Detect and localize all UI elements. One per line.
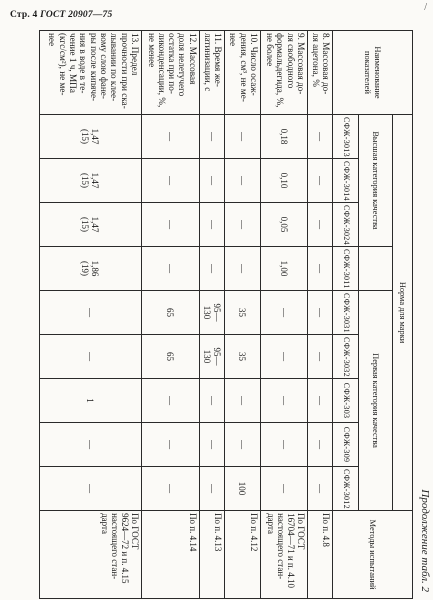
page-header bbox=[10, 10, 112, 20]
norm-value-cell bbox=[260, 467, 307, 511]
norm-value-text: 95— bbox=[211, 303, 222, 322]
test-method-line: 9624—72 и п. 4.15 bbox=[119, 513, 130, 584]
norm-value-text: — bbox=[237, 220, 248, 229]
indicator-name-line: не менее bbox=[146, 33, 157, 68]
norm-value-cell bbox=[307, 291, 332, 335]
header-norm: Норма для марки bbox=[393, 115, 413, 511]
norm-value-text: — bbox=[315, 264, 325, 273]
norm-value-text: — bbox=[206, 220, 217, 229]
norm-value-text: — bbox=[165, 484, 176, 494]
indicator-name-cell bbox=[40, 31, 142, 115]
norm-value-text: — bbox=[165, 220, 176, 229]
norm-value-cell bbox=[199, 423, 224, 467]
norm-value-cell bbox=[199, 335, 224, 379]
norm-value-text: 1 bbox=[85, 398, 96, 403]
norm-value-cell bbox=[141, 467, 199, 511]
header-group-highest: Высшая категория качества bbox=[359, 115, 393, 247]
indicator-name-line: (кгс/см²), не ме- bbox=[57, 33, 68, 96]
norm-value-text: (15) bbox=[80, 217, 91, 232]
norm-value-cell bbox=[199, 203, 224, 247]
norm-value-cell bbox=[224, 247, 260, 291]
norm-value-text: — bbox=[237, 264, 248, 273]
table-continuation-label: Продолжение табл. 2 bbox=[419, 489, 431, 592]
norm-value-text: — bbox=[165, 440, 176, 449]
indicator-name-cell bbox=[260, 31, 307, 115]
table-row bbox=[224, 31, 260, 599]
indicator-name-line: ры после кипяче- bbox=[88, 33, 99, 102]
norm-value-cell bbox=[141, 247, 199, 291]
indicator-name-line: чение 1 ч, МПа bbox=[68, 33, 79, 93]
norm-value-cell bbox=[224, 291, 260, 335]
test-method-cell bbox=[307, 511, 332, 599]
indicator-name-line: 8. Массовая до- bbox=[321, 33, 331, 95]
norm-value-cell bbox=[307, 467, 332, 511]
norm-value-text: 1,47 bbox=[90, 172, 101, 189]
test-method-cell bbox=[40, 511, 142, 599]
norm-value-cell bbox=[307, 247, 332, 291]
norm-value-text: — bbox=[206, 176, 217, 185]
header-group-first: Первая категория качества bbox=[359, 291, 393, 511]
indicator-name-line: ликонденсации, %, bbox=[156, 33, 167, 108]
indicator-name-line: 11. Время же- bbox=[212, 33, 223, 87]
norm-value-cell bbox=[260, 379, 307, 423]
indicator-name-line: 12. Массовая bbox=[187, 33, 198, 85]
norm-value-cell bbox=[307, 335, 332, 379]
specification-table bbox=[39, 30, 413, 599]
header-group-spacer bbox=[359, 247, 393, 291]
norm-value-text: (15) bbox=[80, 129, 91, 144]
norm-value-cell bbox=[224, 159, 260, 203]
norm-value-text: — bbox=[315, 484, 325, 494]
indicator-name-line: нее bbox=[228, 33, 239, 47]
norm-value-cell bbox=[260, 159, 307, 203]
norm-value-cell bbox=[141, 115, 199, 159]
norm-value-cell bbox=[199, 467, 224, 511]
norm-value-cell bbox=[224, 203, 260, 247]
indicator-name-line: остатка при по- bbox=[167, 33, 178, 94]
norm-value-text: — bbox=[206, 484, 217, 494]
test-method-cell bbox=[224, 511, 260, 599]
norm-value-cell bbox=[40, 159, 142, 203]
norm-value-text: — bbox=[278, 396, 289, 405]
indicator-name-line: вому слою фане- bbox=[98, 33, 109, 99]
norm-value-cell bbox=[224, 335, 260, 379]
norm-value-text: — bbox=[206, 132, 217, 141]
test-method-line: По ГОСТ bbox=[129, 513, 140, 550]
page-number: Стр. 4 bbox=[10, 10, 38, 20]
norm-value-cell bbox=[260, 335, 307, 379]
mark-header: СФЖ-3011 bbox=[333, 247, 359, 291]
norm-value-cell bbox=[40, 423, 142, 467]
norm-value-text: — bbox=[237, 440, 248, 449]
norm-value-cell bbox=[141, 159, 199, 203]
norm-value-text: — bbox=[165, 264, 176, 273]
indicator-name-line: 9. Массовая до- bbox=[295, 33, 306, 95]
norm-value-text: — bbox=[315, 220, 325, 229]
norm-value-cell bbox=[199, 115, 224, 159]
norm-value-text: — bbox=[278, 308, 289, 317]
norm-value-text: 35 bbox=[237, 352, 248, 361]
norm-value-cell bbox=[307, 203, 332, 247]
mark-header: СФЖ-3024 bbox=[333, 203, 359, 247]
norm-value-cell bbox=[40, 247, 142, 291]
test-method-line: По п. 4.8 bbox=[321, 513, 331, 547]
mark-header: СФЖ-3013 bbox=[333, 115, 359, 159]
indicator-name-line: латинизации, с bbox=[202, 33, 213, 92]
norm-value-text: 95— bbox=[211, 347, 222, 366]
indicator-name-line: ля ацетона, % bbox=[310, 33, 321, 87]
norm-value-text: (19) bbox=[80, 261, 91, 276]
norm-value-text: — bbox=[237, 176, 248, 185]
indicator-name-cell bbox=[224, 31, 260, 115]
indicator-name-line: нее bbox=[47, 33, 58, 47]
norm-value-cell bbox=[307, 115, 332, 159]
norm-value-cell bbox=[199, 379, 224, 423]
test-method-line: настоящего стан- bbox=[275, 513, 286, 580]
norm-value-text: 65 bbox=[165, 308, 176, 317]
norm-value-text: — bbox=[165, 132, 176, 141]
norm-value-cell bbox=[224, 115, 260, 159]
norm-value-text: 65 bbox=[165, 352, 176, 361]
indicator-name-line: доля нелетучего bbox=[177, 33, 188, 97]
indicator-name-line: лывании по клее- bbox=[109, 33, 120, 102]
mark-header: СФЖ-3032 bbox=[333, 335, 359, 379]
norm-value-text: 0,10 bbox=[278, 172, 289, 189]
indicator-name-line: ля свободного bbox=[285, 33, 296, 89]
norm-value-text: 1,47 bbox=[90, 128, 101, 145]
norm-value-cell bbox=[40, 467, 142, 511]
norm-value-text: — bbox=[315, 176, 325, 185]
norm-value-cell bbox=[40, 379, 142, 423]
indicator-name-cell bbox=[307, 31, 332, 115]
norm-value-text: 130 bbox=[201, 305, 212, 320]
rotated-table-region bbox=[35, 30, 433, 598]
test-method-line: дарта bbox=[99, 513, 110, 535]
norm-value-text: — bbox=[315, 132, 325, 141]
norm-value-cell bbox=[199, 159, 224, 203]
mark-header: СФЖ-309 bbox=[333, 423, 359, 467]
norm-value-cell bbox=[307, 423, 332, 467]
indicator-name-line: формальдегида, %, bbox=[275, 33, 286, 108]
norm-value-cell bbox=[260, 203, 307, 247]
norm-value-text: 1,47 bbox=[90, 216, 101, 233]
gost-number: ГОСТ 20907—75 bbox=[40, 10, 113, 20]
test-method-cell bbox=[199, 511, 224, 599]
norm-value-cell bbox=[260, 115, 307, 159]
norm-value-text: — bbox=[315, 308, 325, 317]
table-body bbox=[40, 31, 333, 599]
indicator-name-line: ния в воде в те- bbox=[78, 33, 89, 94]
indicator-name-cell bbox=[199, 31, 224, 115]
norm-value-text: 35 bbox=[237, 308, 248, 317]
norm-value-cell bbox=[141, 379, 199, 423]
norm-value-cell bbox=[224, 423, 260, 467]
table-row bbox=[199, 31, 224, 599]
norm-value-cell bbox=[141, 291, 199, 335]
test-method-cell bbox=[260, 511, 307, 599]
norm-value-text: — bbox=[85, 308, 96, 317]
norm-value-text: (15) bbox=[80, 173, 91, 188]
mark-header: СФЖ-303 bbox=[333, 379, 359, 423]
indicator-name-line: прочности при ска- bbox=[119, 33, 130, 109]
test-method-line: По ГОСТ bbox=[295, 513, 306, 550]
norm-value-text: — bbox=[85, 484, 96, 494]
indicator-name-line: не более bbox=[265, 33, 276, 67]
norm-value-cell bbox=[199, 247, 224, 291]
norm-value-text: — bbox=[206, 396, 217, 405]
table-row bbox=[40, 31, 142, 599]
mark-header: СФЖ-3014 bbox=[333, 159, 359, 203]
norm-value-cell bbox=[141, 335, 199, 379]
norm-value-text: 1,00 bbox=[278, 260, 289, 277]
norm-value-cell bbox=[260, 423, 307, 467]
table-row bbox=[260, 31, 307, 599]
norm-value-cell bbox=[141, 423, 199, 467]
table-row bbox=[307, 31, 332, 599]
norm-value-text: 0,18 bbox=[278, 128, 289, 145]
norm-value-cell bbox=[40, 203, 142, 247]
norm-value-text: 0,05 bbox=[278, 216, 289, 233]
norm-value-text: — bbox=[278, 484, 289, 494]
norm-value-cell bbox=[224, 467, 260, 511]
corner-mark: / bbox=[424, 2, 427, 13]
header-indicator-name: Наименование показателей bbox=[333, 31, 413, 115]
test-method-line: По п. 4.14 bbox=[187, 513, 198, 552]
indicator-name-line: 10. Число осаж- bbox=[248, 33, 259, 96]
mark-header: СФЖ-3012 bbox=[333, 467, 359, 511]
norm-value-cell bbox=[260, 247, 307, 291]
test-method-line: По п. 4.13 bbox=[212, 513, 223, 552]
norm-value-text: — bbox=[237, 132, 248, 141]
norm-value-text: — bbox=[237, 396, 248, 405]
norm-value-text: 1,86 bbox=[90, 260, 101, 277]
norm-value-cell bbox=[40, 291, 142, 335]
test-method-line: настоящего стан- bbox=[109, 513, 120, 580]
norm-value-text: — bbox=[278, 352, 289, 361]
test-method-cell bbox=[141, 511, 199, 599]
indicator-name-line: дения, см³, не ме- bbox=[238, 33, 249, 102]
norm-value-text: 100 bbox=[237, 481, 248, 496]
norm-value-text: — bbox=[315, 440, 325, 449]
norm-value-cell bbox=[307, 159, 332, 203]
table-row bbox=[141, 31, 199, 599]
test-method-line: 16704—71 и п. 4.10 bbox=[285, 513, 296, 588]
norm-value-cell bbox=[260, 291, 307, 335]
norm-value-text: — bbox=[206, 264, 217, 273]
test-method-line: По п. 4.12 bbox=[248, 513, 259, 552]
norm-value-text: — bbox=[315, 352, 325, 361]
norm-value-text: — bbox=[165, 176, 176, 185]
test-method-line: дарта bbox=[265, 513, 276, 535]
norm-value-cell bbox=[307, 379, 332, 423]
norm-value-text: — bbox=[206, 440, 217, 449]
norm-value-cell bbox=[40, 115, 142, 159]
norm-value-text: — bbox=[165, 396, 176, 405]
indicator-name-cell bbox=[141, 31, 199, 115]
norm-value-text: — bbox=[315, 396, 325, 405]
norm-value-text: — bbox=[85, 352, 96, 361]
norm-value-cell bbox=[40, 335, 142, 379]
norm-value-cell bbox=[199, 291, 224, 335]
norm-value-text: — bbox=[278, 440, 289, 449]
indicator-name-line: 13. Предел bbox=[129, 33, 140, 76]
norm-value-text: 130 bbox=[201, 349, 212, 364]
norm-value-cell bbox=[141, 203, 199, 247]
norm-value-cell bbox=[224, 379, 260, 423]
header-test-methods: Методы испытаний bbox=[333, 511, 413, 599]
norm-value-text: — bbox=[85, 440, 96, 449]
mark-header: СФЖ-3031 bbox=[333, 291, 359, 335]
